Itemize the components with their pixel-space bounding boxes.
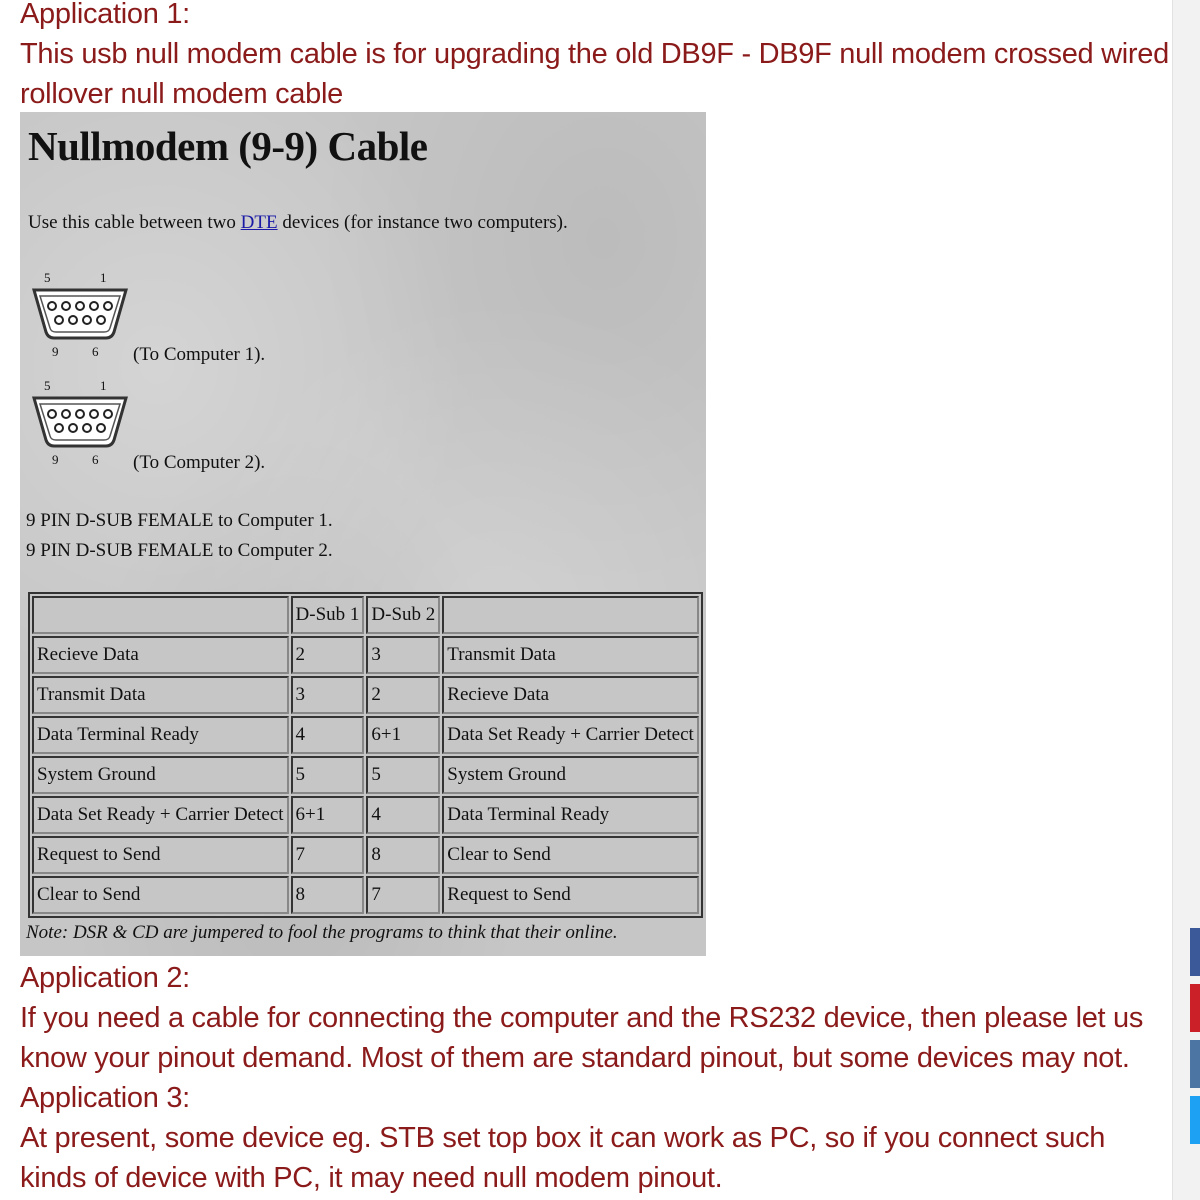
twitter-share-button[interactable] (1190, 1096, 1200, 1144)
pin-label-6: 6 (92, 452, 99, 467)
dte-link[interactable]: DTE (240, 212, 278, 233)
pin-label-9: 9 (52, 452, 59, 467)
table-cell: Clear to Send (32, 876, 289, 914)
pin-label-5: 5 (44, 270, 51, 285)
table-cell: Recieve Data (32, 636, 289, 674)
table-header-row (32, 596, 699, 634)
table-cell: System Ground (32, 756, 289, 794)
db9-connector-icon (30, 378, 130, 473)
table-cell: Transmit Data (442, 636, 699, 674)
table-cell: 8 (291, 876, 365, 914)
table-row (32, 716, 699, 754)
table-cell: 6+1 (291, 796, 365, 834)
table-cell: 2 (366, 676, 440, 714)
table-cell: Transmit Data (32, 676, 289, 714)
pin-label-9: 9 (52, 344, 59, 359)
table-cell: 4 (366, 796, 440, 834)
dsub-line-1: 9 PIN D-SUB FEMALE to Computer 1. (26, 510, 333, 531)
table-cell: Data Set Ready + Carrier Detect (32, 796, 289, 834)
vk-share-button[interactable] (1190, 1040, 1200, 1088)
table-cell: Clear to Send (442, 836, 699, 874)
table-header-cell: D-Sub 1 (291, 596, 365, 634)
nullmodem-diagram-image (20, 112, 706, 956)
table-row (32, 676, 699, 714)
application-1-title: Application 1: (20, 0, 190, 30)
connector-1-caption: (To Computer 1). (133, 344, 266, 365)
table-row (32, 756, 699, 794)
table-row (32, 796, 699, 834)
table-cell: System Ground (442, 756, 699, 794)
facebook-share-button[interactable] (1190, 928, 1200, 976)
table-cell: 5 (291, 756, 365, 794)
diagram-intro (28, 212, 568, 234)
table-row (32, 636, 699, 674)
application-3-description: At present, some device eg. STB set top box it can work as PC, so if you connect such kinds of device with PC, it may need null modem pinout. (20, 1122, 1106, 1194)
table-cell: 7 (291, 836, 365, 874)
table-cell: Data Terminal Ready (32, 716, 289, 754)
table-cell: 8 (366, 836, 440, 874)
application-2-description: If you need a cable for connecting the computer and the RS232 device, then please let us know your pinout demand. Most of them are standard pinout, but some devices may not. (20, 1002, 1144, 1074)
table-cell: 7 (366, 876, 440, 914)
pin-label-5: 5 (44, 378, 51, 393)
table-cell: Request to Send (32, 836, 289, 874)
pin-label-1: 1 (100, 378, 107, 393)
table-cell: 2 (291, 636, 365, 674)
intro-prefix: Use this cable between two (28, 212, 241, 233)
table-cell: 5 (366, 756, 440, 794)
table-cell: Request to Send (442, 876, 699, 914)
table-cell: 3 (291, 676, 365, 714)
connector-2-caption: (To Computer 2). (133, 452, 266, 473)
pin-label-6: 6 (92, 344, 99, 359)
table-cell: Data Terminal Ready (442, 796, 699, 834)
pinout-table (28, 592, 703, 918)
table-row (32, 876, 699, 914)
diagram-title: Nullmodem (9-9) Cable (28, 123, 428, 169)
intro-suffix: devices (for instance two computers). (277, 212, 568, 233)
table-cell: Recieve Data (442, 676, 699, 714)
table-row (32, 836, 699, 874)
application-2-title: Application 2: (20, 962, 190, 994)
table-cell: 6+1 (366, 716, 440, 754)
table-cell: 4 (291, 716, 365, 754)
pin-label-1: 1 (100, 270, 107, 285)
table-header-cell: D-Sub 2 (366, 596, 440, 634)
application-3-title: Application 3: (20, 1082, 190, 1114)
pinterest-share-button[interactable] (1190, 984, 1200, 1032)
table-cell: 3 (366, 636, 440, 674)
dsub-line-2: 9 PIN D-SUB FEMALE to Computer 2. (26, 540, 333, 561)
table-header-cell (32, 596, 289, 634)
application-1-description: This usb null modem cable is for upgrading the old DB9F - DB9F null modem crossed wired rollover null modem cable (20, 38, 1169, 110)
table-cell: Data Set Ready + Carrier Detect (442, 716, 699, 754)
diagram-note: Note: DSR & CD are jumpered to fool the programs to think that their online. (26, 922, 618, 943)
table-header-cell (442, 596, 699, 634)
db9-connector-icon (30, 270, 130, 365)
